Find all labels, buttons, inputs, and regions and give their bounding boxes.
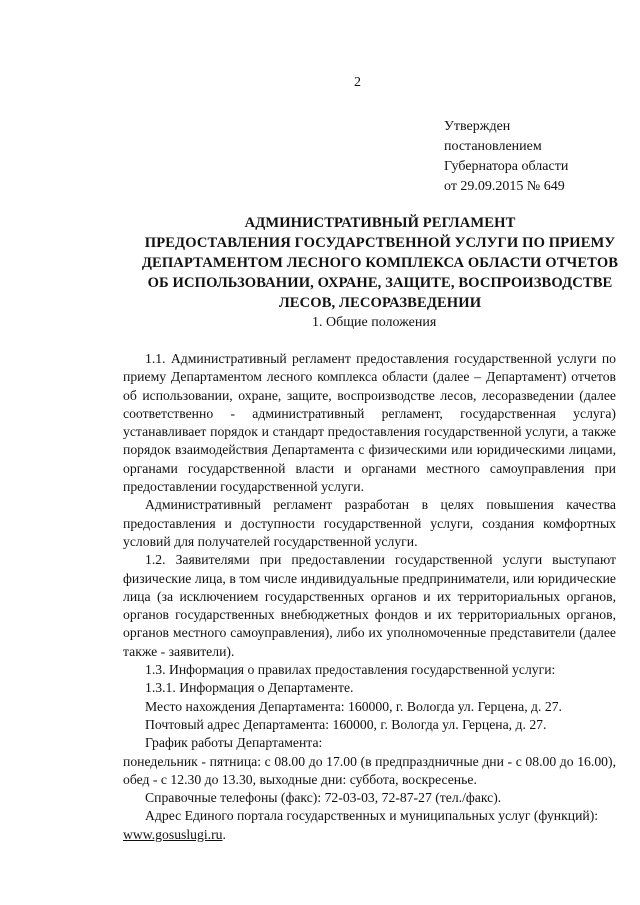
title-line: ОБ ИСПОЛЬЗОВАНИИ, ОХРАНЕ, ЗАЩИТЕ, ВОСПРОИЗВОДСТВЕ (147, 275, 613, 291)
approval-line: постановлением (444, 139, 542, 154)
title-line: ПРЕДОСТАВЛЕНИЯ ГОСУДАРСТВЕННОЙ УСЛУГИ ПО ПРИЕМУ (144, 235, 616, 251)
department-postal-address: Почтовый адрес Департамента: 160000, г. Вологда ул. Герцена, д. 27. (145, 716, 547, 732)
schedule-title: График работы Департамента: (145, 735, 323, 751)
paragraph-1-3-1: 1.3.1. Информация о Департаменте. (145, 680, 354, 696)
page-number: 2 (354, 75, 361, 90)
paragraph-1-3: 1.3. Информация о правилах предоставления государственной услуги: (145, 662, 556, 678)
portal-label: Адрес Единого портала государственных и муниципальных услуг (функций): (145, 808, 599, 824)
paragraph-1-1-purpose: Административный регламент разработан в целях повышения качества предоставления и доступности государственной услуги, создания комфортных условий для получателей государственной услуги. (123, 497, 616, 549)
portal-link[interactable]: www.gosuslugi.ru (123, 826, 223, 842)
document-body (123, 350, 616, 844)
reference-phones: Справочные телефоны (факс): 72-03-03, 72-87-27 (тел./факс). (145, 790, 502, 806)
document-title (110, 213, 640, 313)
approval-stamp (444, 117, 568, 197)
paragraph-1-2: 1.2. Заявителями при предоставлении государственной услуги выступают физические лица, в том числе индивидуальные предприниматели, или юридические лица (за исключением государственных органов и их территориальных органов, органов государственных внебюджетных фондов и их территориальных органов, органов местного самоуправления), либо их уполномоченные представители (далее также - заявители). (123, 552, 616, 659)
paragraph-1-1: 1.1. Административный регламент предоставления государственной услуги по приему Департаментом лесного комплекса области (далее – Департамент) отчетов об использовании, охране, защите, воспроизводстве лесов, лесоразведении (далее соответственно - административный регламент, государственная услуга) устанавливает порядок и стандарт предоставления государственной услуги, а также порядок взаимодействия Департамента с физическими или юридическими лицами, органами государственной власти и органами местного самоуправления при предоставлении государственной услуги. (123, 351, 616, 495)
portal-period: . (222, 826, 226, 842)
approval-line: Губернатора области (444, 159, 569, 174)
working-schedule: понедельник - пятница: с 08.00 до 17.00 (в предпраздничные дни - с 08.00 до 16.00), обед - с 12.30 до 13.30, выходные дни: суббота, воскресенье. (123, 753, 616, 787)
title-line: АДМИНИСТРАТИВНЫЙ РЕГЛАМЕНТ (244, 215, 516, 231)
title-line: ЛЕСОВ, ЛЕСОРАЗВЕДЕНИИ (278, 295, 482, 311)
department-location: Место нахождения Департамента: 160000, г. Вологда ул. Герцена, д. 27. (145, 698, 562, 714)
section-heading: 1. Общие положения (312, 315, 437, 330)
approval-line: Утвержден (444, 119, 511, 134)
title-line: ДЕПАРТАМЕНТОМ ЛЕСНОГО КОМПЛЕКСА ОБЛАСТИ ОТЧЕТОВ (141, 255, 619, 271)
approval-line: от 29.09.2015 № 649 (444, 179, 565, 194)
portal-address (123, 826, 616, 844)
